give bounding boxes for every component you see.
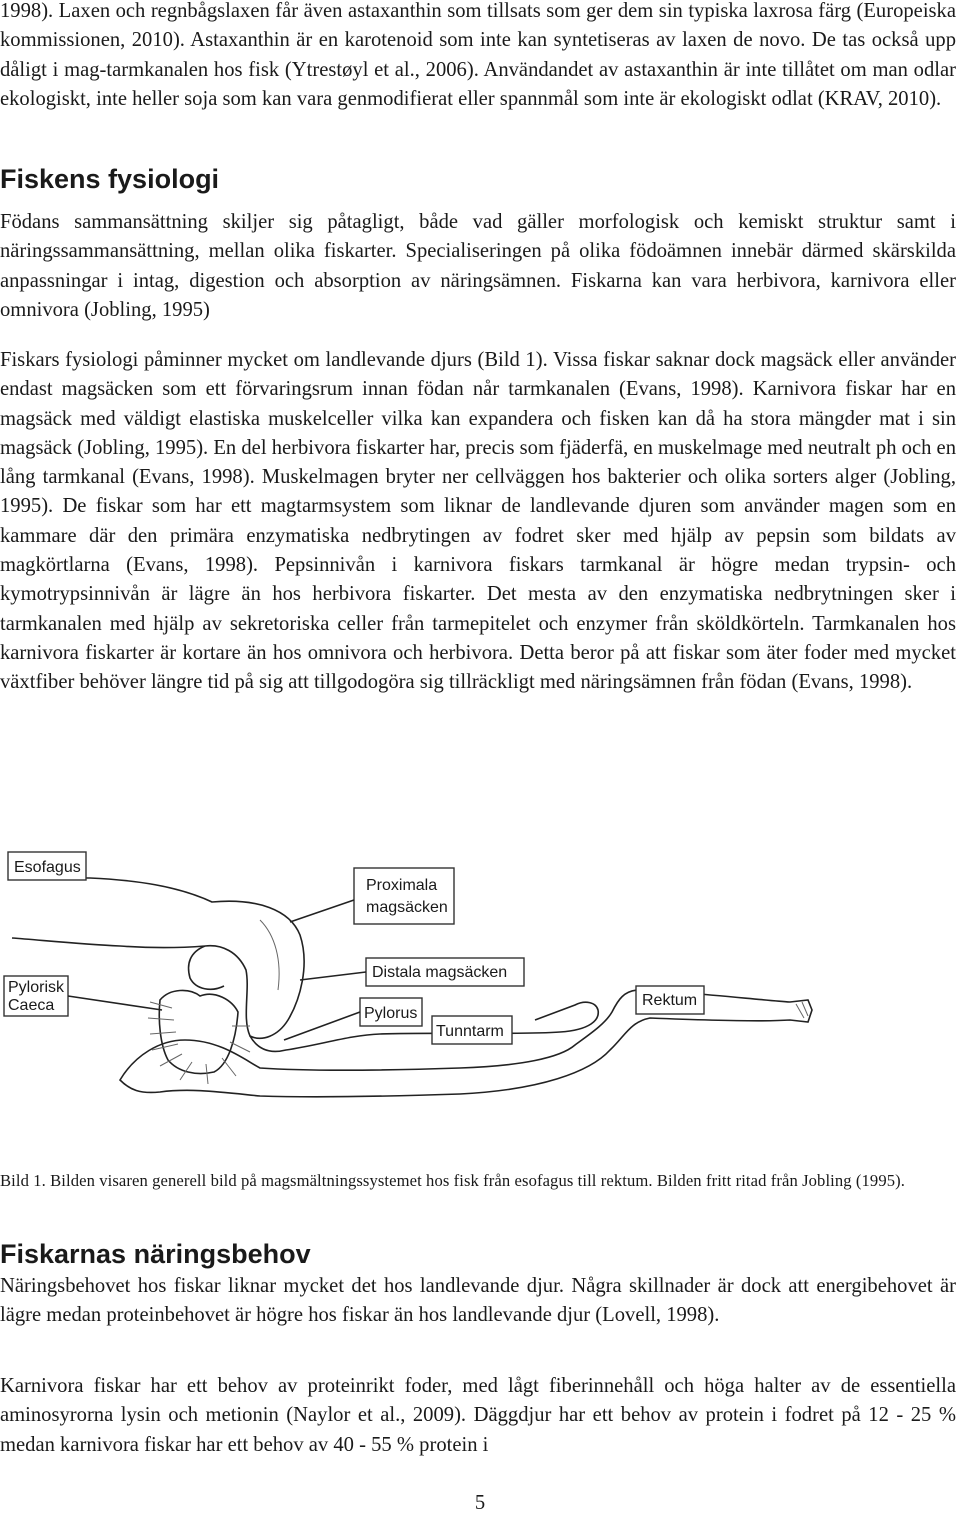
svg-text:Pylorisk: Pylorisk xyxy=(8,979,65,996)
svg-text:Caeca: Caeca xyxy=(8,997,55,1014)
svg-text:Tunntarm: Tunntarm xyxy=(436,1023,504,1040)
label-proximala-magsacken xyxy=(290,868,454,924)
svg-text:Rektum: Rektum xyxy=(642,992,698,1009)
pyloric-caeca-shape xyxy=(148,990,250,1084)
label-tunntarm xyxy=(432,1016,512,1044)
label-esofagus xyxy=(8,852,86,880)
label-distala-magsacken xyxy=(300,958,524,986)
label-rektum xyxy=(636,986,704,1014)
pylorus-curve xyxy=(250,1002,598,1051)
label-pylorisk-caeca xyxy=(4,976,162,1016)
paragraph-karnivora-fiskar: Karnivora fiskar har ett behov av proteinrikt foder, med lågt fiberinnehåll och höga halter av de essentiella aminosyrorna lysin och metionin (Naylor et al., 2009). Däggdjur har ett behov av protein i fodret på 12 - 25 % medan karnivora fiskar har ett behov av 40 - 55 % protein i xyxy=(0,1375,956,1456)
svg-text:Esofagus: Esofagus xyxy=(14,859,81,876)
svg-text:magsäcken: magsäcken xyxy=(366,899,448,916)
svg-text:Proximala: Proximala xyxy=(366,877,438,894)
figure-caption: Bild 1. Bilden visaren generell bild på magsmältningssystemet hos fisk från esofagus till rektum. Bilden fritt ritad från Jobling (1995). xyxy=(0,1171,905,1190)
paragraph-fiskars-fysiologi: Fiskars fysiologi påminner mycket om landlevande djurs (Bild 1). Vissa fiskar saknar dock magsäck eller använder endast magsäcken som ett förvaringsrum innan födan når tarmkanalen (Evans, 1998). Karnivora fiskar har en magsäck med väldigt elastiska muskelceller vilka kan expandera och fisken kan då ha stora mängder mat i sin magsäck (Jobling, 1995). En del herbivora fiskarter har, precis som fjäderfä, en muskelmage med neutralt ph och en lång tarmkanal (Evans, 1998). Muskelmagen bryter ner cellväggen hos bakterier och olika sorters alger (Jobling, 1995). De fiskar som har ett magtarmsystem som liknar de landlevande djuren som använder magen som en kammare där den primära enzymatiska nedbrytingen av fodret sker med hjälp av pepsin som bildats av magkörtlarna (Evans, 1998). Pepsinnivån i karnivora fiskars tarmkanal är högre medan trypsin- och kymotrypsinnivån är lägre än hos herbivora fiskarter. Det mesta av den enzymatiska nedbrytningen sker i tarmkanalen med hjälp av sekretoriska celler från tarmepitelet och enzymer från sköldkörteln. Tarmkanalen hos karnivora fiskarter är kortare än hos omnivora och herbivora. Detta beror på att fiskar som äter foder med mycket växtfiber behöver längre tid på sig att tillgodogöra sig tillräckligt med näringsämnen från födan (Evans, 1998). xyxy=(0,349,956,694)
heading-fiskarnas-naringsbehov: Fiskarnas näringsbehov xyxy=(0,1239,311,1269)
paragraph-naringsbehovet: Näringsbehovet hos fiskar liknar mycket det hos landlevande djur. Några skillnader är dock att energibehovet är lägre medan proteinbehovet är högre hos fiskar än hos landlevande djur (Lovell, 1998). xyxy=(0,1275,956,1327)
paragraph-fodans-sammansattning: Födans sammansättning skiljer sig påtagligt, både vad gäller morfologisk och kemiskt struktur samt i näringssammansättning, mellan olika fiskarter. Specialiseringen på olika födoämnen innebär därmed skärskilda anpassningar i intag, digestion och absorption av näringsämnen. Fiskarna kan vara herbivora, karnivora eller omnivora (Jobling, 1995) xyxy=(0,211,956,321)
paragraph-astaxanthin: 1998). Laxen och regnbågslaxen får även astaxanthin som tillsats som ger dem sin typiska laxrosa färg (Europeiska kommissionen, 2010). Astaxanthin är en karotenoid som inte kan syntetiseras av laxen de novo. De tas också upp dåligt i mag-tarmkanalen hos fisk (Ytrestøyl et al., 2006). Användandet av astaxanthin är inte tillåtet om man odlar ekologiskt, inte heller soja som kan vara genmodifierat eller spannmål som inte är ekologiskt odlat (KRAV, 2010). xyxy=(0,0,956,110)
page-number: 5 xyxy=(474,1492,486,1514)
svg-text:Distala magsäcken: Distala magsäcken xyxy=(372,964,508,981)
heading-fiskens-fysiologi: Fiskens fysiologi xyxy=(0,164,220,194)
digestive-system-diagram xyxy=(0,840,960,1140)
stomach-inner-outline xyxy=(189,946,224,989)
svg-text:Pylorus: Pylorus xyxy=(364,1005,418,1022)
